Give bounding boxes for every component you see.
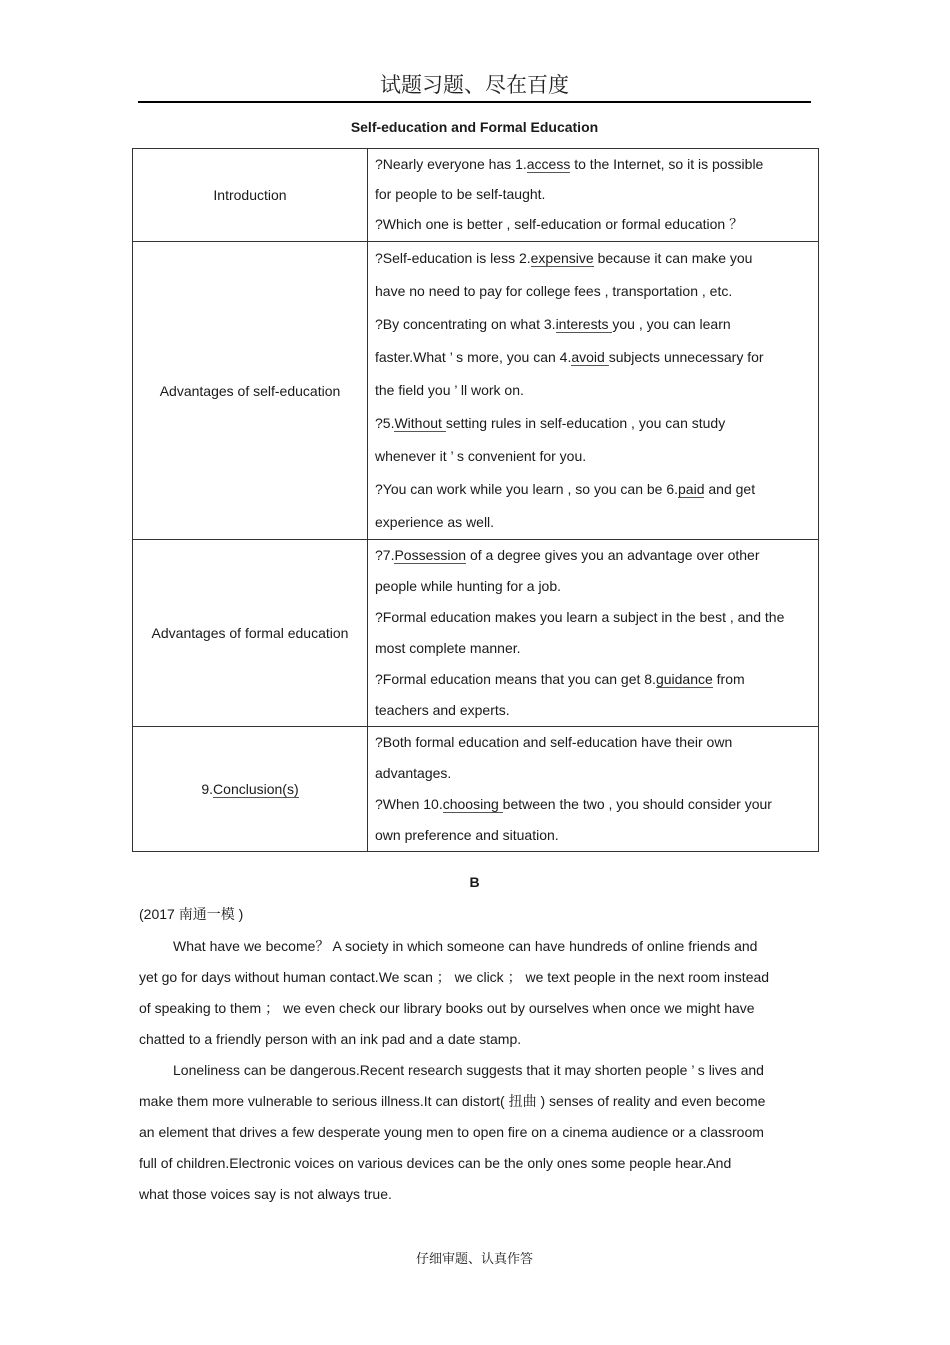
passage-line: an element that drives a few desperate young men to open fire on a cinema audience or a classroom	[139, 1124, 764, 1140]
line-text: advantages.	[375, 765, 452, 781]
content-line	[375, 540, 812, 571]
answer-blank: interests	[555, 316, 613, 332]
document-title: Self-education and Formal Education	[350, 119, 599, 135]
passage-line: of speaking to them ； we even check our library books out by ourselves when once we might have	[139, 1000, 755, 1016]
line-text: ?By concentrating on what 3.	[375, 316, 556, 332]
line-text: ?Formal education means that you can get 8.	[375, 671, 656, 687]
content-line	[375, 308, 812, 341]
content-line	[375, 209, 812, 239]
content-line	[375, 242, 812, 275]
content-line	[375, 275, 812, 308]
line-text: ?7.	[375, 547, 395, 563]
source-note: (2017 南通一模 )	[139, 906, 244, 922]
answer-blank: expensive	[530, 250, 594, 266]
content-line	[375, 758, 812, 789]
line-text: ?5.	[375, 415, 395, 431]
paragraph-1	[139, 931, 819, 1055]
row-label: Introduction	[133, 149, 368, 242]
header-divider	[138, 101, 811, 103]
content-line	[375, 571, 812, 602]
label-prefix: 9.	[201, 781, 214, 797]
answer-blank: choosing	[442, 796, 503, 812]
line-text: ?Self-education is less 2.	[375, 250, 531, 266]
content-line	[375, 727, 812, 758]
line-text: setting rules in self-education , you can study	[445, 415, 726, 431]
content-line	[375, 374, 812, 407]
line-text: between the two , you should consider your	[502, 796, 772, 812]
row-label	[133, 727, 368, 852]
line-text: because it can make you	[593, 250, 753, 266]
content-line	[375, 633, 812, 664]
content-line	[375, 473, 812, 506]
answer-blank: guidance	[655, 671, 713, 687]
line-text: and get	[704, 481, 756, 497]
line-text: ?Formal education makes you learn a subject in the best , and the	[375, 609, 785, 625]
paragraph-2	[139, 1055, 819, 1210]
passage-line: What have we become？ A society in which someone can have hundreds of online friends and	[173, 938, 758, 954]
row-content	[368, 540, 819, 727]
content-line	[375, 695, 812, 726]
passage-line: what those voices say is not always true.	[139, 1186, 392, 1202]
section-heading: B	[469, 874, 480, 890]
line-text: you , you can learn	[612, 316, 731, 332]
line-text: ?Both formal education and self-education have their own	[375, 734, 733, 750]
page-footer: 仔细审题、认真作答	[415, 1252, 533, 1267]
line-text: people while hunting for a job.	[375, 578, 562, 594]
line-text: most complete manner.	[375, 640, 521, 656]
content-line	[375, 179, 812, 209]
passage-line: full of children.Electronic voices on various devices can be the only ones some people hear.And	[139, 1155, 732, 1171]
line-text: for people to be self-taught.	[375, 186, 546, 202]
answer-blank: Without	[394, 415, 446, 431]
table-row	[133, 727, 819, 852]
page-header-title: 试题习题、尽在百度	[380, 73, 569, 97]
content-line	[375, 789, 812, 820]
table-row	[133, 149, 819, 242]
line-text: own preference and situation.	[375, 827, 559, 843]
passage-line: make them more vulnerable to serious illness.It can distort( 扭曲 ) senses of reality and even become	[139, 1093, 766, 1109]
content-line	[375, 440, 812, 473]
answer-blank: paid	[678, 481, 705, 497]
content-line	[375, 341, 812, 374]
line-text: ?You can work while you learn , so you can be 6.	[375, 481, 679, 497]
row-label: Advantages of self-education	[133, 242, 368, 540]
outline-table	[132, 148, 819, 852]
line-text: ?When 10.	[375, 796, 443, 812]
line-text: teachers and experts.	[375, 702, 510, 718]
table-row	[133, 540, 819, 727]
passage-line: yet go for days without human contact.We scan ； we click ； we text people in the next room instead	[139, 969, 770, 985]
line-text: ?Nearly everyone has 1.	[375, 156, 527, 172]
answer-blank: access	[526, 156, 571, 172]
content-line	[375, 664, 812, 695]
answer-blank: Possession	[394, 547, 467, 563]
line-text: the field you ’ ll work on.	[375, 382, 524, 398]
answer-blank: Conclusion(s)	[213, 781, 299, 797]
row-content	[368, 149, 819, 242]
line-text: to the Internet, so it is possible	[570, 156, 764, 172]
line-text: experience as well.	[375, 514, 495, 530]
content-line	[375, 602, 812, 633]
row-label: Advantages of formal education	[133, 540, 368, 727]
table-row	[133, 242, 819, 540]
row-content	[368, 242, 819, 540]
line-text: from	[712, 671, 745, 687]
content-line	[375, 149, 812, 179]
passage-line: chatted to a friendly person with an ink pad and a date stamp.	[139, 1031, 522, 1047]
content-line	[375, 506, 812, 539]
content-line	[375, 820, 812, 851]
content-line	[375, 407, 812, 440]
line-text: have no need to pay for college fees , transportation , etc.	[375, 283, 733, 299]
line-text: subjects unnecessary for	[608, 349, 764, 365]
line-text: ?Which one is better , self-education or formal education ？	[375, 216, 744, 232]
line-text: whenever it ’ s convenient for you.	[375, 448, 587, 464]
answer-blank: avoid	[571, 349, 609, 365]
passage-line: Loneliness can be dangerous.Recent research suggests that it may shorten people ’ s lives and	[173, 1062, 764, 1078]
line-text: faster.What ’ s more, you can 4.	[375, 349, 572, 365]
line-text: of a degree gives you an advantage over other	[466, 547, 760, 563]
reading-passage	[139, 931, 819, 1210]
row-content	[368, 727, 819, 852]
